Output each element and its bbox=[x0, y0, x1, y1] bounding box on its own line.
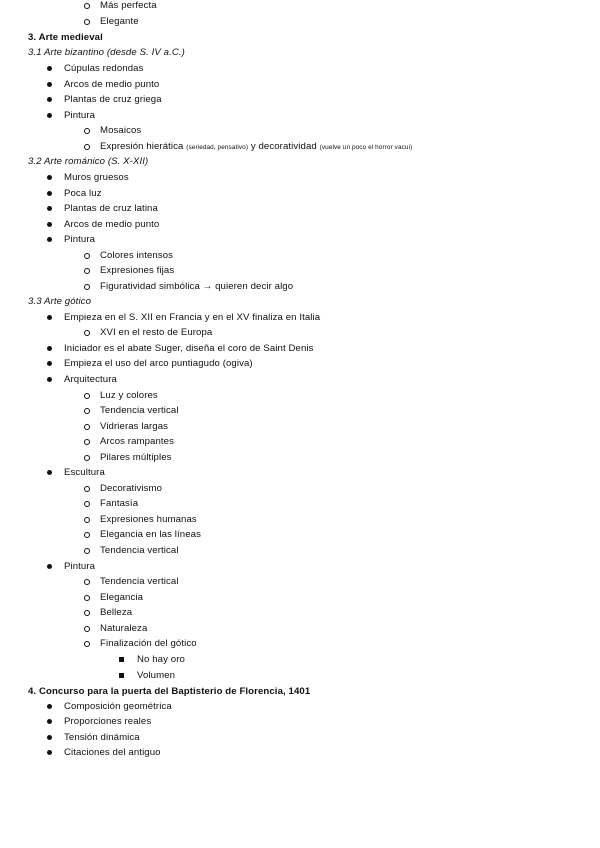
bullet-icon bbox=[47, 564, 52, 569]
section-heading: 4. Concurso para la puerta del Baptisterio de Florencia, 1401 bbox=[28, 686, 311, 697]
bullet-icon bbox=[47, 361, 52, 366]
list-item: Proporciones reales bbox=[64, 716, 152, 727]
hollow-bullet-icon bbox=[84, 455, 90, 461]
bullet-icon bbox=[47, 735, 52, 740]
bullet-icon bbox=[47, 719, 52, 724]
hollow-bullet-icon bbox=[84, 424, 90, 430]
expression-note: (seriedad, pensativo) bbox=[186, 144, 249, 151]
hollow-bullet-icon bbox=[84, 517, 90, 523]
hollow-bullet-icon bbox=[84, 144, 90, 150]
bullet-icon bbox=[47, 191, 52, 196]
hollow-bullet-icon bbox=[84, 439, 90, 445]
list-item: XVI en el resto de Europa bbox=[100, 327, 213, 338]
list-item: Plantas de cruz latina bbox=[64, 203, 158, 214]
list-item: Colores intensos bbox=[100, 250, 174, 261]
bullet-icon bbox=[47, 206, 52, 211]
list-item: Empieza en el S. XII en Francia y en el XV finaliza en Italia bbox=[64, 312, 321, 323]
list-item: Expresiones fijas bbox=[100, 265, 175, 276]
hollow-bullet-icon bbox=[84, 284, 90, 290]
hollow-bullet-icon bbox=[84, 579, 90, 585]
section-heading: 3. Arte medieval bbox=[28, 32, 103, 43]
bullet-icon bbox=[47, 704, 52, 709]
list-item: Elegancia en las líneas bbox=[100, 529, 201, 540]
bullet-icon bbox=[47, 750, 52, 755]
hollow-bullet-icon bbox=[84, 486, 90, 492]
list-item: Arcos de medio punto bbox=[64, 219, 160, 230]
list-item: Pintura bbox=[64, 110, 96, 121]
hollow-bullet-icon bbox=[84, 548, 90, 554]
bullet-icon bbox=[47, 97, 52, 102]
list-item: Expresiones humanas bbox=[100, 514, 197, 525]
list-item: Tendencia vertical bbox=[100, 405, 179, 416]
subsection-heading: 3.1 Arte bizantino (desde S. IV a.C.) bbox=[28, 47, 185, 58]
list-item: Muros gruesos bbox=[64, 172, 129, 183]
subsection-heading: 3.3 Arte gótico bbox=[28, 296, 92, 307]
list-item: Tendencia vertical bbox=[100, 545, 179, 556]
hollow-bullet-icon bbox=[84, 3, 90, 9]
list-item: Plantas de cruz griega bbox=[64, 94, 162, 105]
bullet-icon bbox=[47, 82, 52, 87]
list-item: Iniciador es el abate Suger, diseña el coro de Saint Denis bbox=[64, 343, 314, 354]
list-item: Finalización del gótico bbox=[100, 638, 197, 649]
list-item: Fantasía bbox=[100, 498, 139, 509]
hollow-bullet-icon bbox=[84, 501, 90, 507]
list-item: Arcos rampantes bbox=[100, 436, 175, 447]
hollow-bullet-icon bbox=[84, 641, 90, 647]
list-item bbox=[100, 141, 412, 154]
hollow-bullet-icon bbox=[84, 532, 90, 538]
square-bullet-icon bbox=[119, 657, 124, 662]
bullet-icon bbox=[47, 66, 52, 71]
hollow-bullet-icon bbox=[84, 253, 90, 259]
hollow-bullet-icon bbox=[84, 330, 90, 336]
list-item: Más perfecta bbox=[100, 0, 157, 11]
list-item: Tensión dinámica bbox=[64, 732, 140, 743]
list-item: Naturaleza bbox=[100, 623, 148, 634]
decoration-text: y decoratividad bbox=[250, 141, 317, 152]
list-item: Pintura bbox=[64, 234, 96, 245]
list-item: Arcos de medio punto bbox=[64, 79, 160, 90]
list-item: Poca luz bbox=[64, 188, 102, 199]
list-item: Escultura bbox=[64, 467, 105, 478]
bullet-icon bbox=[47, 377, 52, 382]
list-item: Cúpulas redondas bbox=[64, 63, 144, 74]
list-item: Elegante bbox=[100, 16, 139, 27]
list-item: Mosaicos bbox=[100, 125, 142, 136]
hollow-bullet-icon bbox=[84, 408, 90, 414]
list-item: Belleza bbox=[100, 607, 133, 618]
subsection-heading: 3.2 Arte románico (S. X-XII) bbox=[28, 156, 149, 167]
bullet-icon bbox=[47, 470, 52, 475]
bullet-icon bbox=[47, 315, 52, 320]
hollow-bullet-icon bbox=[84, 128, 90, 134]
hollow-bullet-icon bbox=[84, 610, 90, 616]
list-item: Luz y colores bbox=[100, 390, 158, 401]
hollow-bullet-icon bbox=[84, 393, 90, 399]
bullet-icon bbox=[47, 113, 52, 118]
list-item: Empieza el uso del arco puntiagudo (ogiva) bbox=[64, 358, 253, 369]
bullet-icon bbox=[47, 175, 52, 180]
list-item: Decorativismo bbox=[100, 483, 163, 494]
hollow-bullet-icon bbox=[84, 595, 90, 601]
list-item: Composición geométrica bbox=[64, 701, 172, 712]
hollow-bullet-icon bbox=[84, 626, 90, 632]
list-item: Pintura bbox=[64, 561, 96, 572]
list-item: Pilares múltiples bbox=[100, 452, 172, 463]
decoration-note: (vuelve un poco el horror vacui) bbox=[319, 144, 413, 151]
bullet-icon bbox=[47, 222, 52, 227]
bullet-icon bbox=[47, 346, 52, 351]
list-item: Figuratividad simbólica → quieren decir algo bbox=[100, 281, 294, 292]
square-bullet-icon bbox=[119, 673, 124, 678]
list-item: Citaciones del antiguo bbox=[64, 747, 161, 758]
list-item: Volumen bbox=[137, 670, 176, 681]
bullet-icon bbox=[47, 237, 52, 242]
list-item: No hay oro bbox=[137, 654, 185, 665]
list-item: Vidrieras largas bbox=[100, 421, 169, 432]
hollow-bullet-icon bbox=[84, 268, 90, 274]
expression-text: Expresión hierática bbox=[100, 141, 184, 152]
list-item: Elegancia bbox=[100, 592, 144, 603]
list-item: Tendencia vertical bbox=[100, 576, 179, 587]
hollow-bullet-icon bbox=[84, 19, 90, 25]
list-item: Arquitectura bbox=[64, 374, 117, 385]
